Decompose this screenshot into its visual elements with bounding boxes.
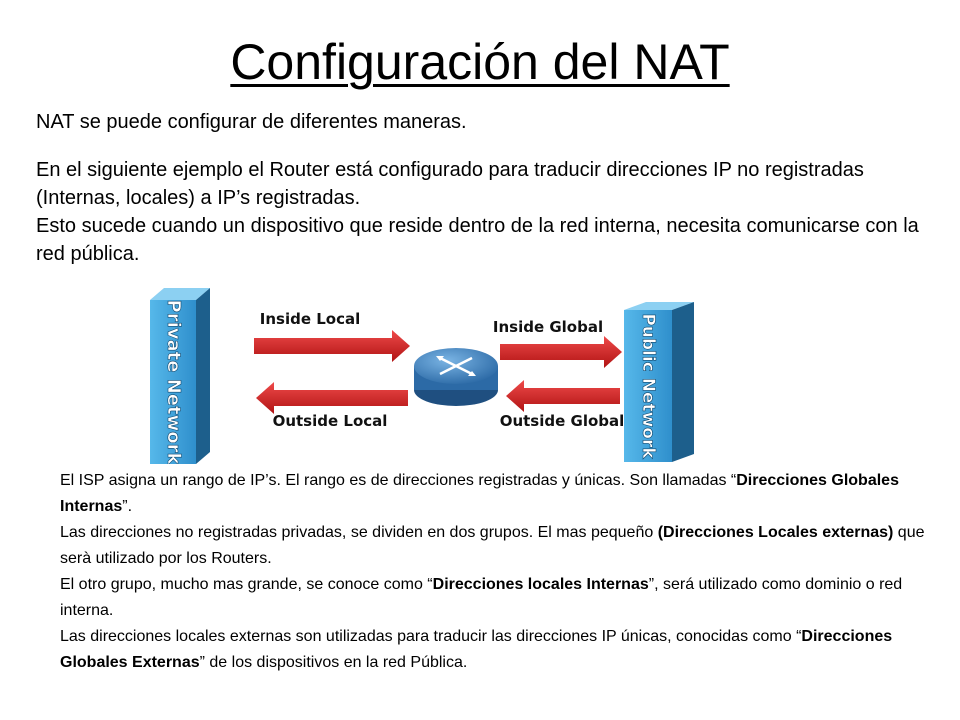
- intro-text: [36, 108, 936, 268]
- paragraph-3: El otro grupo, mucho mas grande, se conoce como “Direcciones locales Internas”, será utilizado como dominio o red interna.: [60, 576, 903, 619]
- public-network-label: Public Network: [638, 313, 658, 459]
- inside-global-arrow: [493, 318, 622, 368]
- inside-local-label: Inside Local: [259, 310, 361, 328]
- outside-local-arrow: [256, 382, 408, 430]
- router-icon: [414, 348, 498, 406]
- outside-local-label: Outside Local: [272, 412, 388, 430]
- private-network-label: Private Network: [163, 299, 184, 464]
- intro-line-3: Esto sucede cuando un dispositivo que reside dentro de la red interna, necesita comunicarse con la red pública.: [36, 215, 919, 265]
- outside-global-label: Outside Global: [499, 412, 625, 430]
- paragraph-1: El ISP asigna un rango de IP’s. El rango es de direcciones registradas y únicas. Son llamadas “Direcciones Globales Internas”.: [60, 472, 899, 515]
- intro-line-1: NAT se puede configurar de diferentes maneras.: [36, 111, 467, 133]
- public-network-block: [624, 302, 694, 462]
- page-title: Configuración del NAT: [230, 34, 730, 90]
- inside-local-arrow: [254, 310, 410, 362]
- inside-global-label: Inside Global: [492, 318, 604, 336]
- paragraph-2: Las direcciones no registradas privadas, se dividen en dos grupos. El mas pequeño (Direcciones Locales externas) que serà utilizado por los Routers.: [60, 524, 925, 567]
- explanation-text: [60, 468, 940, 676]
- intro-line-2: En el siguiente ejemplo el Router está configurado para traducir direcciones IP no registradas (Internas, locales) a IP’s registradas.: [36, 159, 864, 209]
- nat-diagram: [150, 288, 730, 464]
- paragraph-4: Las direcciones locales externas son utilizadas para traducir las direcciones IP únicas, conocidas como “Direcciones Globales Externas” de los dispositivos en la red Pública.: [60, 628, 893, 671]
- private-network-block: [150, 288, 210, 464]
- outside-global-arrow: [500, 380, 625, 430]
